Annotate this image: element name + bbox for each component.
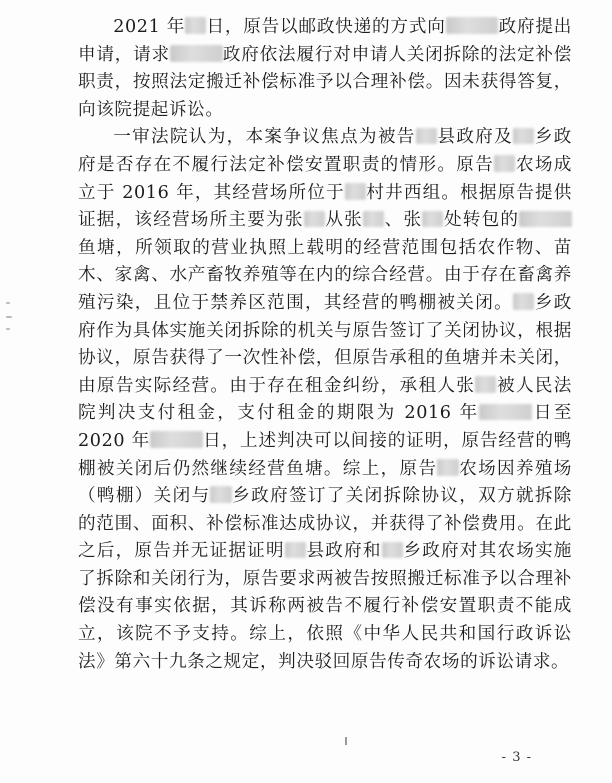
redaction-block: [475, 376, 496, 393]
redaction-block: [185, 17, 206, 34]
text-run: 政府依法履行对申请人关闭拆除的法定补偿职责，按照法定搬迁补偿标准予以合理补偿。因未获得答复，向该院提起诉讼。: [78, 44, 572, 120]
paragraph: [78, 124, 572, 676]
redaction-block: [519, 211, 572, 228]
redaction-block: [382, 542, 403, 559]
text-run: 乡政府作为具体实施关闭拆除的机关与原告签订了关闭协议，根据协议，原告获得了一次性补偿，但原告承租的鱼塘并未关闭，由原告实际经营。由于存在租金纠纷，承租人张: [78, 292, 573, 396]
redaction-block: [363, 211, 384, 228]
text-run: 从张: [324, 210, 363, 231]
redaction-block: [304, 211, 325, 228]
text-run: 农场因养殖场（鸭棚）关闭与: [78, 458, 572, 507]
redaction-block: [437, 459, 458, 476]
redaction-block: [446, 17, 499, 34]
text-run: 日至 2020 年: [78, 403, 572, 451]
text-run: 政府提出申请，请求: [78, 17, 572, 65]
text-run: 乡政府签订了关闭拆除协议，双方就拆除的范围、面积、补偿标准达成协议，并获得了补偿费用。在此之后，原告并无证据证明: [78, 486, 572, 562]
text-run: 村井西组。根据原告提供证据，该经营场所主要为张: [78, 182, 572, 231]
text-run: 处转包的: [443, 210, 520, 231]
text-run: 乡政府对其农场实施了拆除和关闭行为，原告要求两被告按照搬迁标准予以合理补偿没有事实依据，其诉称两被告不履行补偿安置职责不能成立，该院不予支持。综上，依照《中华人民共和国行政诉讼法》第六十九条之规定，判决驳回原告传奇农场的诉讼请求。: [78, 541, 572, 672]
redaction-block: [513, 128, 534, 145]
redaction-block: [494, 155, 515, 172]
text-run: 鱼塘，所领取的营业执照上载明的经营范围包括农作物、苗木、家禽、水产畜牧养殖等在内的综合经营。由于存在畜禽养殖污染，且位于禁养区范围，其经营的鸭棚被关闭。: [78, 237, 572, 313]
redaction-block: [150, 431, 203, 448]
redaction-block: [422, 211, 443, 228]
text-run: 县政府和: [305, 541, 382, 562]
redaction-block: [285, 542, 306, 559]
text-run: 乡政府是否存在不履行法定补偿安置职责的情形。原告: [78, 127, 572, 175]
redaction-block: [416, 128, 437, 145]
redaction-block: [345, 183, 366, 200]
scan-speck: [345, 737, 347, 745]
text-run: 、张: [384, 210, 423, 231]
margin-speck: [6, 316, 12, 318]
text-run: 日，上述判决可以间接的证明，原告经营的鸭棚被关闭后仍然继续经营鱼塘。综上，原告: [78, 430, 572, 479]
redaction-block: [170, 45, 223, 62]
margin-speck: [6, 328, 10, 330]
document-body: [78, 14, 572, 676]
text-run: 农场成立于 2016 年，其经营场所位于: [78, 154, 572, 203]
text-run: 2021 年: [113, 17, 186, 37]
redaction-block: [479, 404, 532, 421]
page-number: - 3 -: [501, 750, 532, 765]
text-run: 日，原告以邮政快递的方式向: [206, 17, 446, 37]
redaction-block: [513, 293, 534, 310]
text-run: 被人民法院判决支付租金，支付租金的期限为 2016 年: [78, 375, 572, 424]
redaction-block: [210, 486, 231, 503]
paragraph: [78, 14, 572, 124]
text-run: 一审法院认为，本案争议焦点为被告: [113, 127, 416, 148]
text-run: 县政府及: [436, 127, 514, 148]
margin-speck: [6, 302, 10, 304]
